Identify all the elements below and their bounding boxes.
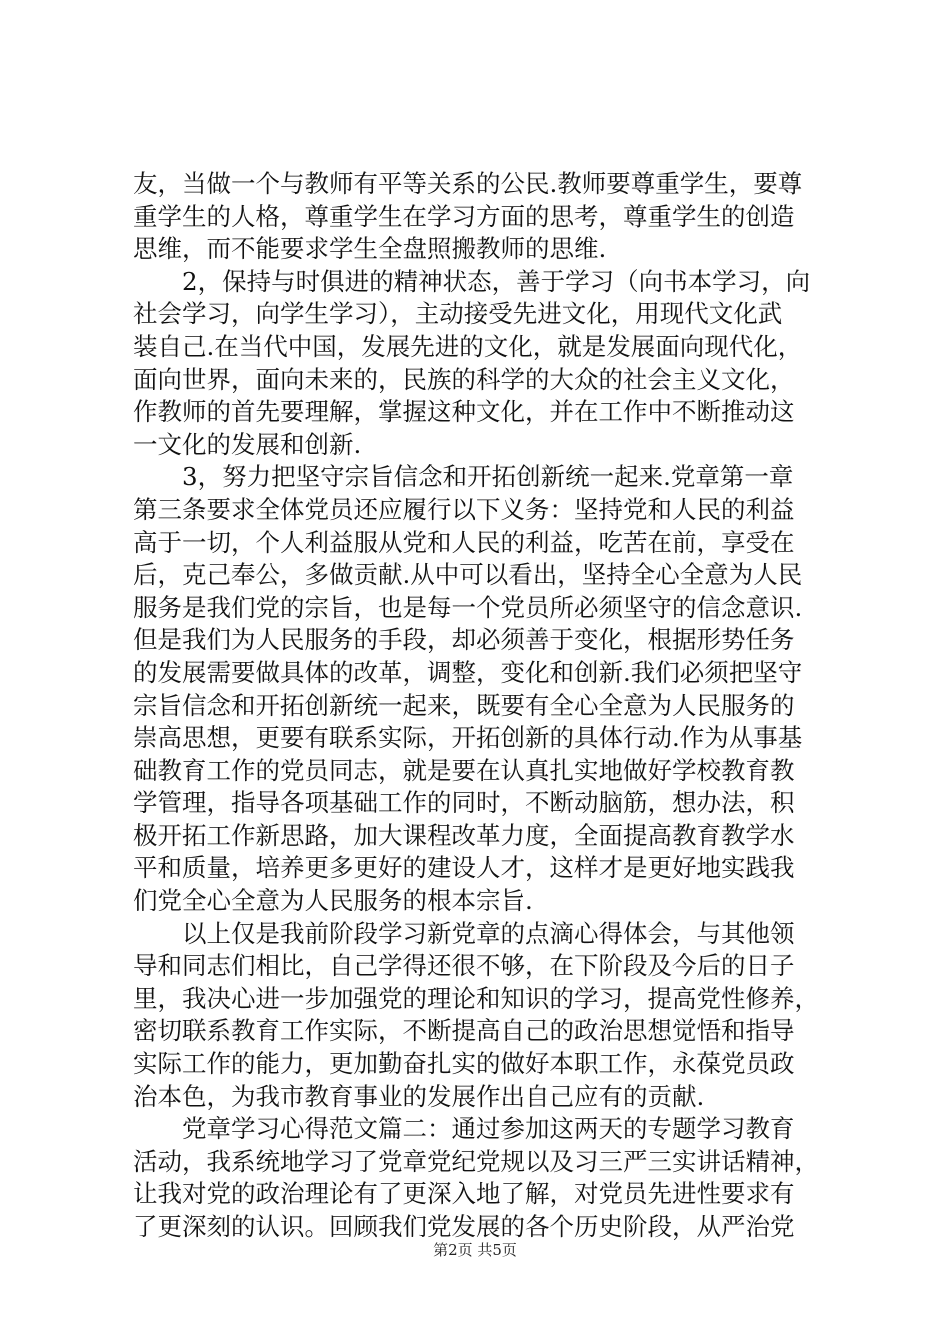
text-line: 第三条要求全体党员还应履行以下义务：坚持党和人民的利益 bbox=[133, 494, 795, 524]
text-line: 们党全心全意为人民服务的根本宗旨. bbox=[133, 886, 533, 916]
text-line: 让我对党的政治理论有了更深入地了解，对党员先进性要求有 bbox=[133, 1179, 795, 1209]
text-line: 学管理，指导各项基础工作的同时，不断动脑筋，想办法，积 bbox=[133, 788, 795, 818]
text-line: 重学生的人格，尊重学生在学习方面的思考，尊重学生的创造 bbox=[133, 201, 795, 231]
text-line: 实际工作的能力，更加勤奋扎实的做好本职工作，永葆党员政 bbox=[133, 1049, 795, 1079]
text-line: 导和同志们相比，自己学得还很不够，在下阶段及今后的日子 bbox=[133, 951, 795, 981]
text-line: 友，当做一个与教师有平等关系的公民.教师要尊重学生，要尊 bbox=[133, 169, 803, 198]
text-line: 密切联系教育工作实际，不断提高自己的政治思想觉悟和指导 bbox=[133, 1016, 795, 1046]
text-line: 平和质量，培养更多更好的建设人才，这样才是更好地实践我 bbox=[133, 853, 795, 883]
text-line: 以上仅是我前阶段学习新党章的点滴心得体会，与其他领 bbox=[133, 918, 795, 948]
text-line: 思维，而不能要求学生全盘照搬教师的思维. bbox=[133, 234, 607, 264]
text-line: 党章学习心得范文篇二：通过参加这两天的专题学习教育 bbox=[133, 1114, 795, 1144]
text-line: 活动，我系统地学习了党章党纪党规以及习三严三实讲话精神， bbox=[133, 1146, 819, 1176]
page-footer: 第2页 共5页 bbox=[433, 1241, 517, 1259]
text-line: 面向世界，面向未来的，民族的科学的大众的社会主义文化， bbox=[133, 364, 795, 394]
text-line: 2，保持与时俱进的精神状态，善于学习（向书本学习，向 bbox=[133, 266, 811, 296]
text-line: 作教师的首先要理解，掌握这种文化，并在工作中不断推动这 bbox=[133, 397, 795, 427]
text-line: 的发展需要做具体的改革，调整，变化和创新.我们必须把坚守 bbox=[133, 657, 803, 687]
text-line: 社会学习，向学生学习），主动接受先进文化，用现代文化武 bbox=[133, 299, 783, 329]
text-line: 治本色，为我市教育事业的发展作出自己应有的贡献. bbox=[133, 1081, 705, 1111]
text-line: 装自己.在当代中国，发展先进的文化，就是发展面向现代化， bbox=[133, 331, 803, 361]
text-line: 但是我们为人民服务的手段，却必须善于变化，根据形势任务 bbox=[133, 625, 795, 655]
text-line: 一文化的发展和创新. bbox=[133, 429, 362, 459]
text-line: 础教育工作的党员同志，就是要在认真扎实地做好学校教育教 bbox=[133, 755, 795, 785]
text-line: 3，努力把坚守宗旨信念和开拓创新统一起来.党章第一章 bbox=[133, 462, 794, 492]
text-line: 崇高思想，更要有联系实际，开拓创新的具体行动.作为从事基 bbox=[133, 723, 803, 753]
text-line: 后，克己奉公，多做贡献.从中可以看出，坚持全心全意为人民 bbox=[133, 560, 803, 590]
body-text bbox=[133, 168, 833, 1244]
text-line: 宗旨信念和开拓创新统一起来，既要有全心全意为人民服务的 bbox=[133, 690, 795, 720]
text-line: 里，我决心进一步加强党的理论和知识的学习，提高党性修养， bbox=[133, 983, 819, 1013]
text-line: 高于一切，个人利益服从党和人民的利益，吃苦在前，享受在 bbox=[133, 527, 795, 557]
text-line: 极开拓工作新思路，加大课程改革力度，全面提高教育教学水 bbox=[133, 820, 795, 850]
text-line: 服务是我们党的宗旨，也是每一个党员所必须坚守的信念意识. bbox=[133, 592, 803, 622]
text-line: 了更深刻的认识。回顾我们党发展的各个历史阶段，从严治党 bbox=[133, 1212, 795, 1241]
